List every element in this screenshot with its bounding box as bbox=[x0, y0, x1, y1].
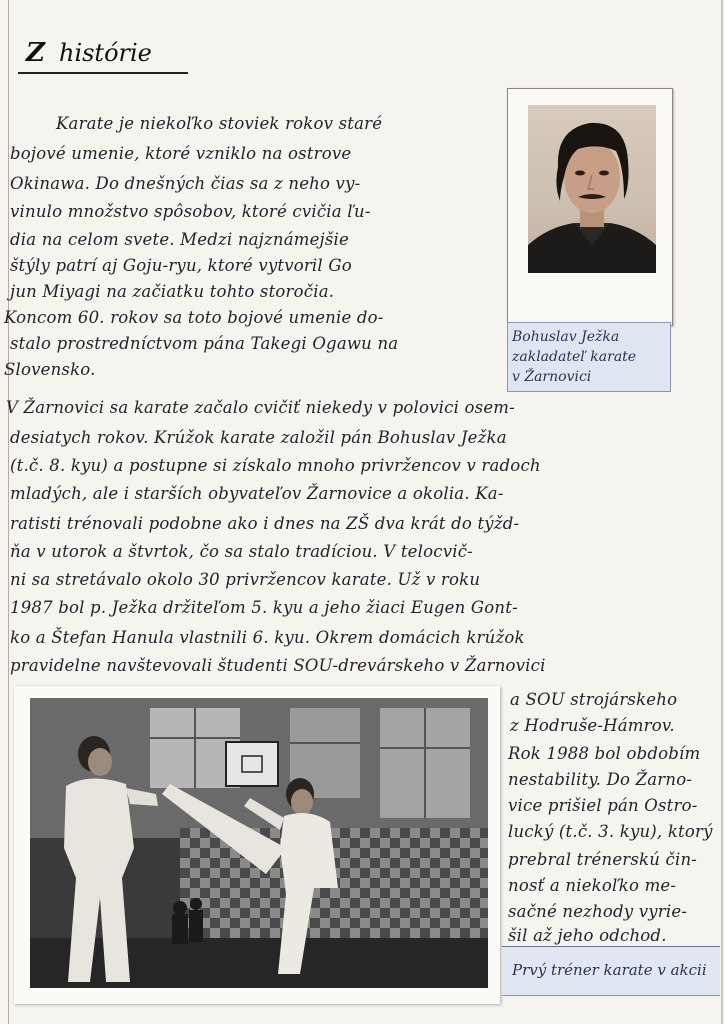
text-line: dia na celom svete. Medzi najznámejšie bbox=[10, 230, 349, 249]
text-line: štýly patrí aj Goju-ryu, ktoré vytvoril Go bbox=[10, 256, 352, 275]
title-underline bbox=[18, 72, 188, 74]
caption-name: Bohuslav Ježka bbox=[512, 329, 620, 345]
karate-photo-frame bbox=[14, 686, 500, 1004]
text-line: prebral trénerskú čin- bbox=[508, 850, 698, 869]
page-title bbox=[26, 38, 152, 68]
text-line: šil až jeho odchod. bbox=[508, 926, 667, 945]
text-line: mladých, ale i starších obyvateľov Žarnovice a okolia. Ka- bbox=[10, 484, 504, 503]
margin-line bbox=[8, 0, 9, 1024]
text-line: sačné nezhody vyrie- bbox=[508, 902, 688, 921]
text-line: bojové umenie, ktoré vzniklo na ostrove bbox=[10, 144, 352, 163]
text-line: Okinawa. Do dnešných čias sa z neho vy- bbox=[10, 174, 361, 193]
karate-photo bbox=[30, 698, 488, 988]
text-line: nestability. Do Žarno- bbox=[508, 770, 693, 789]
text-line: stalo prostredníctvom pána Takegi Ogawu na bbox=[10, 334, 399, 353]
portrait-photo-frame bbox=[507, 88, 673, 326]
text-line: (t.č. 8. kyu) a postupne si získalo mnoho privržencov v radoch bbox=[10, 456, 541, 475]
title-initial: Z bbox=[26, 38, 45, 68]
karate-photo-illustration bbox=[30, 698, 488, 988]
text-line: Karate je niekoľko stoviek rokov staré bbox=[56, 114, 383, 133]
text-line: 1987 bol p. Ježka držiteľom 5. kyu a jeho žiaci Eugen Gont- bbox=[10, 598, 518, 617]
photo-caption bbox=[502, 946, 720, 996]
text-line: ňa v utorok a štvrtok, čo sa stalo tradíciou. V telocvič- bbox=[10, 542, 473, 561]
portrait-caption bbox=[507, 322, 671, 392]
caption-role: zakladateľ karate bbox=[512, 349, 637, 365]
photo-caption-text: Prvý tréner karate v akcii bbox=[512, 961, 707, 979]
caption-place: v Žarnovici bbox=[512, 369, 592, 385]
text-line: desiatych rokov. Krúžok karate založil pán Bohuslav Ježka bbox=[10, 428, 507, 447]
portrait-photo bbox=[528, 105, 656, 273]
text-line: pravidelne navštevovali študenti SOU-drevárskeho v Žarnovici bbox=[10, 656, 546, 675]
text-line: ko a Štefan Hanula vlastnili 6. kyu. Okrem domácich krúžok bbox=[10, 628, 525, 647]
text-line: lucký (t.č. 3. kyu), ktorý bbox=[508, 822, 713, 841]
text-line: Rok 1988 bol obdobím bbox=[508, 744, 701, 763]
text-line: vinulo množstvo spôsobov, ktoré cvičia ľu- bbox=[10, 202, 371, 221]
text-line: z Hodruše-Hámrov. bbox=[510, 716, 675, 735]
title-word: histórie bbox=[58, 39, 152, 67]
text-line: jun Miyagi na začiatku tohto storočia. bbox=[10, 282, 335, 301]
text-line: vice prišiel pán Ostro- bbox=[508, 796, 698, 815]
text-line: ratisti trénovali podobne ako i dnes na ZŠ dva krát do týžd- bbox=[10, 514, 520, 533]
page-edge bbox=[721, 0, 723, 1024]
text-line: nosť a niekoľko me- bbox=[508, 876, 677, 895]
portrait-illustration bbox=[528, 105, 656, 273]
text-line: a SOU strojárskeho bbox=[510, 690, 678, 709]
text-line: V Žarnovici sa karate začalo cvičiť niekedy v polovici osem- bbox=[6, 398, 515, 417]
text-line: Koncom 60. rokov sa toto bojové umenie do- bbox=[4, 308, 384, 327]
text-line: ni sa stretávalo okolo 30 privržencov karate. Už v roku bbox=[10, 570, 481, 589]
text-line: Slovensko. bbox=[4, 360, 96, 379]
